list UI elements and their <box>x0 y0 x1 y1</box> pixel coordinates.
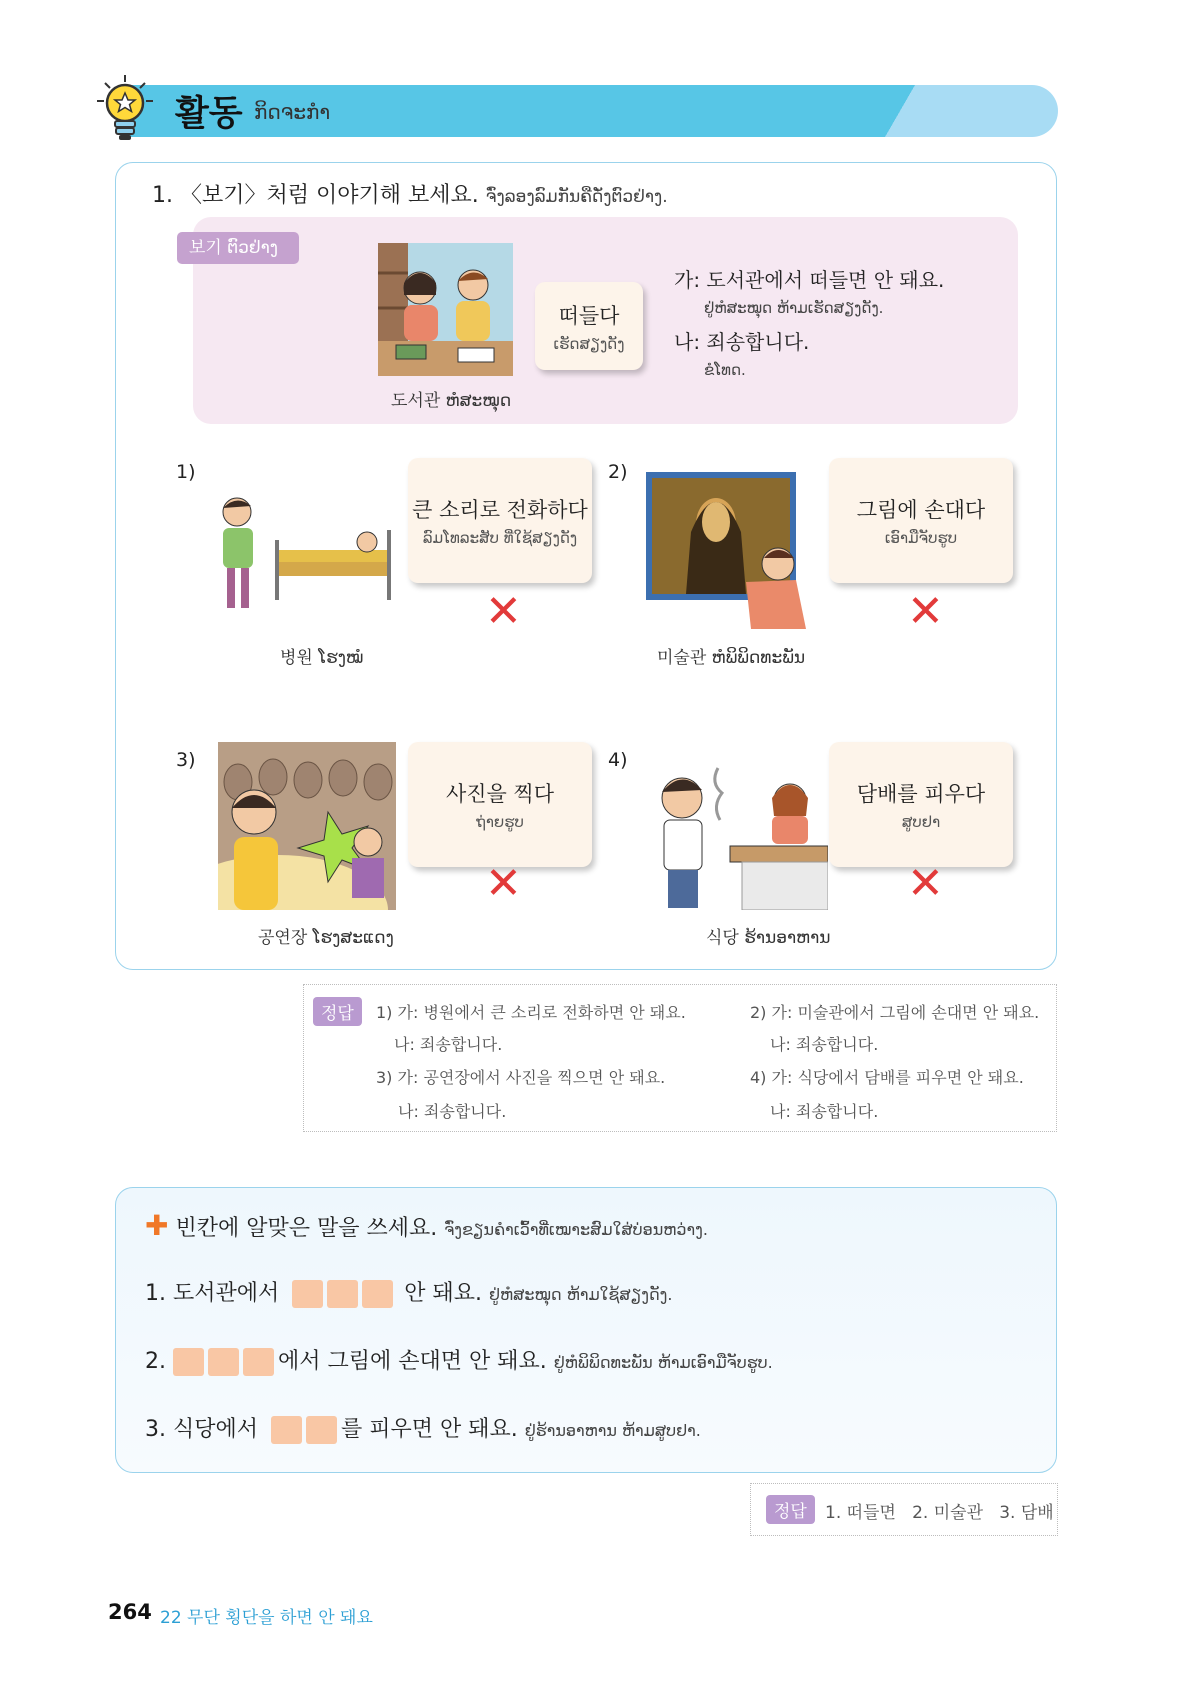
answer-1-question: 1) 가: 병원에서 큰 소리로 전화하면 안 돼요. <box>376 1003 686 1022</box>
exercise-2-instruction: ✚ 빈칸에 알맞은 말을 쓰세요. ຈົ່ງຂຽນຄຳເວົ້າທີ່ເໝາະສົມໃສ່ບ່ອນຫວ່າງ. <box>145 1209 708 1242</box>
example-tag: 보기 ຕົວຢ່າງ <box>177 232 299 264</box>
blank-box[interactable] <box>362 1280 393 1308</box>
blank-box[interactable] <box>208 1348 239 1376</box>
library-illustration <box>378 243 513 376</box>
activity-title: 활동 <box>175 94 243 134</box>
example-dialog: 가: 도서관에서 떠들면 안 돼요. ຢູ່ຫໍສະໝຸດ ຫ້າມເຮັດສຽງດັງ. 나: 죄송합니다. ຂໍໂທດ. <box>674 268 945 379</box>
answer-4-reply: 나: 죄송합니다. <box>770 1102 879 1121</box>
example-card: 떠들다 ເຮັດສຽງດັງ <box>535 282 643 370</box>
activity-subtitle: ກິດຈະກຳ <box>254 100 331 124</box>
museum-illustration <box>646 472 811 629</box>
plus-icon: ✚ <box>145 1209 169 1242</box>
item-2-card: 그림에 손대다 ເອົາມືຈັບຮູບ <box>829 458 1013 583</box>
blank-box[interactable] <box>271 1416 302 1444</box>
item-4-card: 담배를 피우다 ສູບຢາ <box>829 742 1013 867</box>
answer-3-reply: 나: 죄송합니다. <box>398 1102 507 1121</box>
item-4-x-mark: ✕ <box>907 858 944 909</box>
blank-box[interactable] <box>243 1348 274 1376</box>
item-2-place: 미술관 ຫໍພິພິດທະພັນ <box>657 648 806 668</box>
item-1-x-mark: ✕ <box>485 586 522 637</box>
item-2-number: 2) <box>608 461 628 483</box>
item-1-number: 1) <box>176 461 196 483</box>
exercise-1-instruction: 1. 〈보기〉처럼 이야기해 보세요. ຈົ່ງລອງລົມກັນຄືດັ່ງຕົວຢ່າງ. <box>152 183 668 208</box>
answer-4-question: 4) 가: 식당에서 담배를 피우면 안 돼요. <box>750 1068 1024 1087</box>
item-1-place: 병원 ໂຮງໝໍ <box>280 648 364 668</box>
answer-2-question: 2) 가: 미술관에서 그림에 손대면 안 돼요. <box>750 1003 1040 1022</box>
answer-tag-1: 정답 <box>313 997 362 1026</box>
restaurant-illustration <box>650 758 828 910</box>
item-1-card: 큰 소리로 전화하다 ລົມໂທລະສັບ ທີ່ໃຊ້ສຽງດັງ <box>408 458 592 583</box>
sentence-2: 2. 에서 그림에 손대면 안 돼요. ຢູ່ຫໍພິພິດທະພັນ ຫ້າມເອົາມືຈັບຮູບ. <box>145 1349 773 1374</box>
blank-box[interactable] <box>306 1416 337 1444</box>
sentence-1: 1. 도서관에서 안 돼요. ຢູ່ຫໍສະໝຸດ ຫ້າມໃຊ້ສຽງດັງ. <box>145 1281 673 1306</box>
concert-hall-illustration <box>218 742 396 910</box>
item-2-x-mark: ✕ <box>907 586 944 637</box>
blank-box[interactable] <box>173 1348 204 1376</box>
item-3-number: 3) <box>176 749 196 771</box>
answer-tag-2: 정답 <box>766 1495 815 1524</box>
blank-box[interactable] <box>327 1280 358 1308</box>
lightbulb-star-icon <box>95 73 155 143</box>
item-3-card: 사진을 찍다 ຖ່າຍຮູບ <box>408 742 592 867</box>
chapter-title: 22 무단 횡단을 하면 안 돼요 <box>160 1608 373 1628</box>
answer-2-text: 1. 떠들면 2. 미술관 3. 담배 <box>825 1503 1054 1523</box>
page-number: 264 <box>108 1600 152 1624</box>
answer-3-question: 3) 가: 공연장에서 사진을 찍으면 안 돼요. <box>376 1068 666 1087</box>
answer-1-reply: 나: 죄송합니다. <box>394 1035 503 1054</box>
hospital-illustration <box>207 490 397 615</box>
example-place-caption: 도서관 ຫໍສະໝຸດ <box>391 391 512 411</box>
item-3-place: 공연장 ໂຮງສະແດງ <box>258 928 394 948</box>
item-4-place: 식당 ຮ້ານອາຫານ <box>706 928 831 948</box>
item-4-number: 4) <box>608 749 628 771</box>
sentence-3: 3. 식당에서 를 피우면 안 돼요. ຢູ່ຮ້ານອາຫານ ຫ້າມສູບຢາ. <box>145 1417 701 1442</box>
blank-box[interactable] <box>292 1280 323 1308</box>
answer-2-reply: 나: 죄송합니다. <box>770 1035 879 1054</box>
item-3-x-mark: ✕ <box>485 858 522 909</box>
